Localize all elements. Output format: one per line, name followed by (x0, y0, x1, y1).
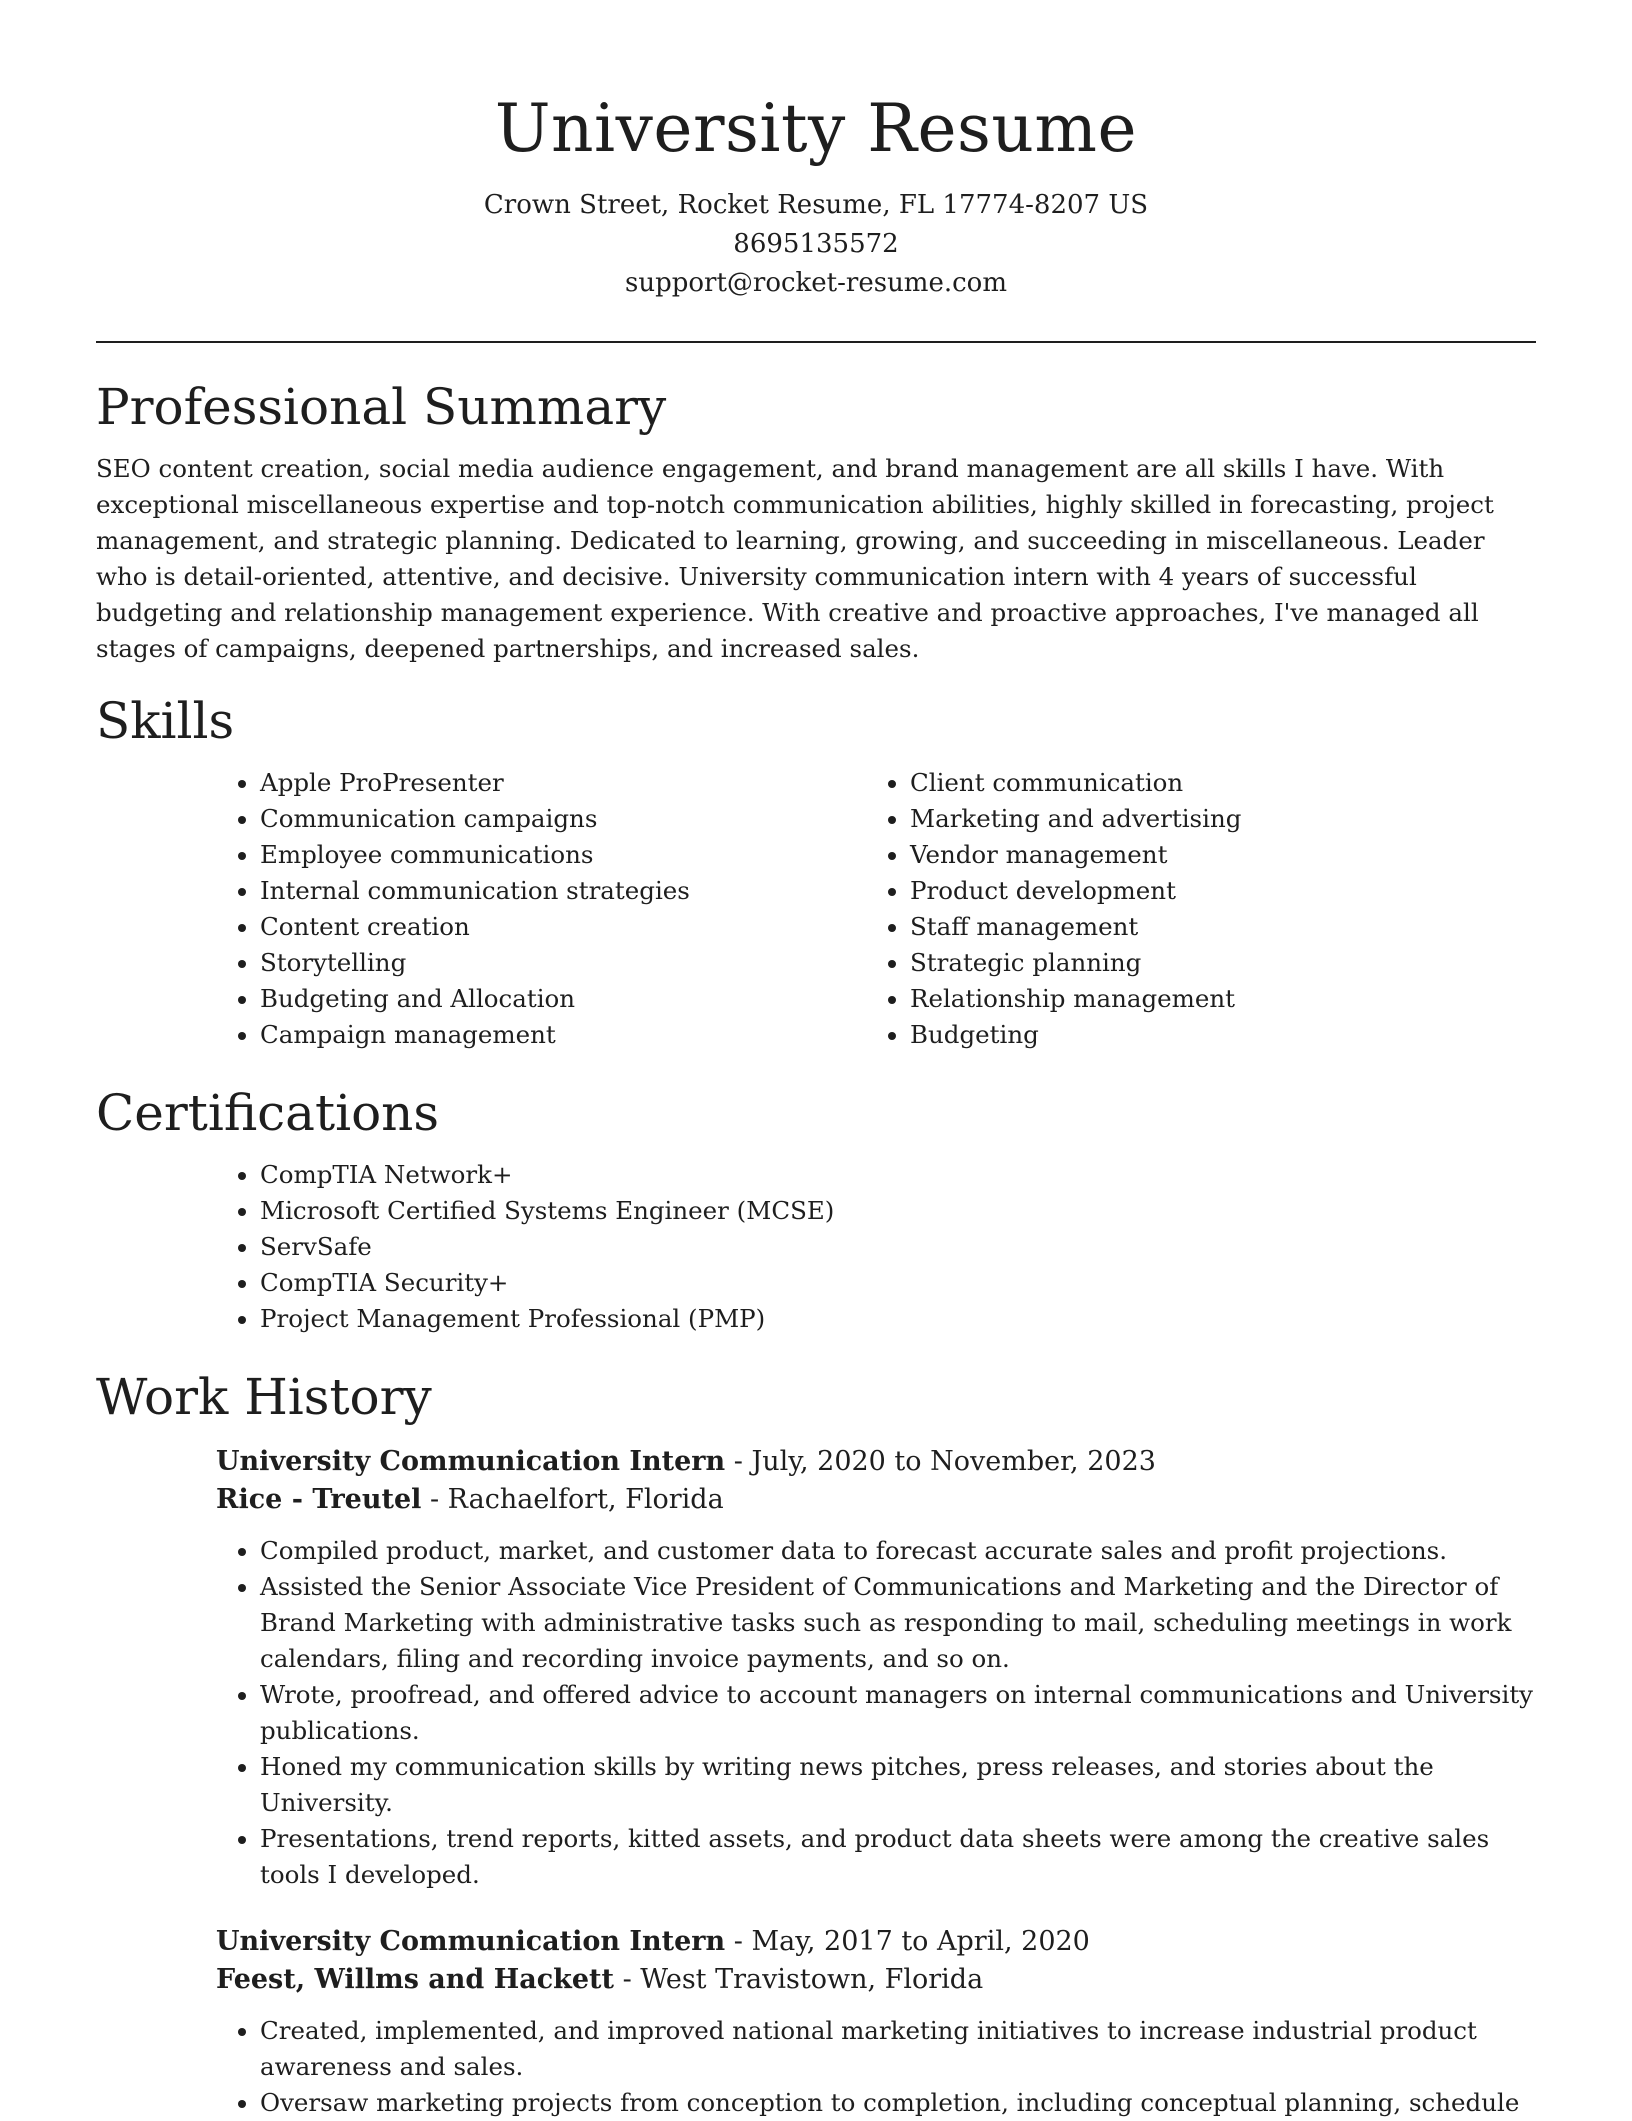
skill-item: • Relationship management (910, 981, 1516, 1017)
certifications-list (216, 1157, 1536, 1337)
skill-item: • Staff management (910, 909, 1516, 945)
job-title-line (216, 1923, 1536, 1961)
job-title: University Communication Intern (216, 1926, 726, 1957)
skill-item: • Content creation (260, 909, 866, 945)
certification-item: • Microsoft Certified Systems Engineer (MCSE) (260, 1193, 1536, 1229)
job-company: Rice - Treutel (216, 1484, 422, 1515)
skill-item: • Internal communication strategies (260, 873, 866, 909)
work-history-heading: Work History (96, 1368, 432, 1426)
job-location: - West Travistown, Florida (614, 1964, 984, 1995)
contact-email: support@rocket-resume.com (624, 268, 1007, 298)
job-entry (216, 1443, 1536, 1893)
summary-section (96, 377, 1536, 667)
skill-item: • Apple ProPresenter (260, 765, 866, 801)
certifications-section (96, 1083, 1536, 1337)
job-title: University Communication Intern (216, 1446, 726, 1477)
skill-item: • Campaign management (260, 1017, 866, 1053)
skill-item: • Strategic planning (910, 945, 1516, 981)
skill-item: • Marketing and advertising (910, 801, 1516, 837)
resume-page (96, 0, 1536, 2121)
skills-column-right (866, 765, 1516, 1053)
skill-item: • Budgeting (910, 1017, 1516, 1053)
resume-name: University Resume (494, 90, 1138, 167)
skills-column-left (216, 765, 866, 1053)
certifications-list-wrap (216, 1157, 1536, 1337)
contact-phone: 8695135572 (733, 229, 899, 259)
header-divider (96, 341, 1536, 343)
job-bullets (216, 1533, 1536, 1893)
certification-item: • Project Management Professional (PMP) (260, 1301, 1536, 1337)
skills-heading: Skills (96, 692, 235, 750)
contact-address: Crown Street, Rocket Resume, FL 17774-8207 US (483, 190, 1149, 220)
contact-info (96, 186, 1536, 303)
resume-header (96, 0, 1536, 303)
skills-grid (216, 765, 1536, 1053)
job-dates: - July, 2020 to November, 2023 (725, 1446, 1156, 1477)
job-bullet: • Presentations, trend reports, kitted assets, and product data sheets were among the creative sales tools I developed. (260, 1821, 1536, 1893)
certification-item: • CompTIA Security+ (260, 1265, 1536, 1301)
job-bullet: • Wrote, proofread, and offered advice to account managers on internal communications and University publications. (260, 1677, 1536, 1749)
job-company-line (216, 1481, 1536, 1519)
work-history-section (96, 1367, 1536, 2121)
job-bullet: • Compiled product, market, and customer data to forecast accurate sales and profit projections. (260, 1533, 1536, 1569)
job-company: Feest, Willms and Hackett (216, 1964, 614, 1995)
job-bullet: • Created, implemented, and improved national marketing initiatives to increase industrial product awareness and sales. (260, 2013, 1536, 2085)
certification-item: • ServSafe (260, 1229, 1536, 1265)
skill-item: • Client communication (910, 765, 1516, 801)
skill-item: • Employee communications (260, 837, 866, 873)
skills-section (96, 691, 1536, 1053)
job-location: - Rachaelfort, Florida (421, 1484, 724, 1515)
job-bullet: • Honed my communication skills by writing news pitches, press releases, and stories about the University. (260, 1749, 1536, 1821)
summary-text: SEO content creation, social media audience engagement, and brand management are all skills I have. With exceptional miscellaneous expertise and top-notch communication abilities, highly skilled in forecasting, project management, and strategic planning. Dedicated to learning, growing, and succeeding in miscellaneous. Leader who is detail-oriented, attentive, and decisive. University communication intern with 4 years of successful budgeting and relationship management experience. With creative and proactive approaches, I've managed all stages of campaigns, deepened partnerships, and increased sales. (96, 454, 1494, 663)
skill-item: • Storytelling (260, 945, 866, 981)
skill-item: • Product development (910, 873, 1516, 909)
skill-item: • Communication campaigns (260, 801, 866, 837)
summary-heading: Professional Summary (96, 378, 667, 436)
job-company-line (216, 1961, 1536, 1999)
job-title-line (216, 1443, 1536, 1481)
job-bullets (216, 2013, 1536, 2121)
job-dates: - May, 2017 to April, 2020 (725, 1926, 1090, 1957)
job-bullet: • Oversaw marketing projects from conception to completion, including conceptual planning, schedule (260, 2085, 1536, 2121)
job-bullet: • Assisted the Senior Associate Vice President of Communications and Marketing and the Director of Brand Marketing with administrative tasks such as responding to mail, scheduling meetings in work calendars, filing and recording invoice payments, and so on. (260, 1569, 1536, 1677)
certification-item: • CompTIA Network+ (260, 1157, 1536, 1193)
job-entry (216, 1923, 1536, 2121)
skill-item: • Vendor management (910, 837, 1516, 873)
certifications-heading: Certifications (96, 1084, 440, 1142)
skill-item: • Budgeting and Allocation (260, 981, 866, 1017)
